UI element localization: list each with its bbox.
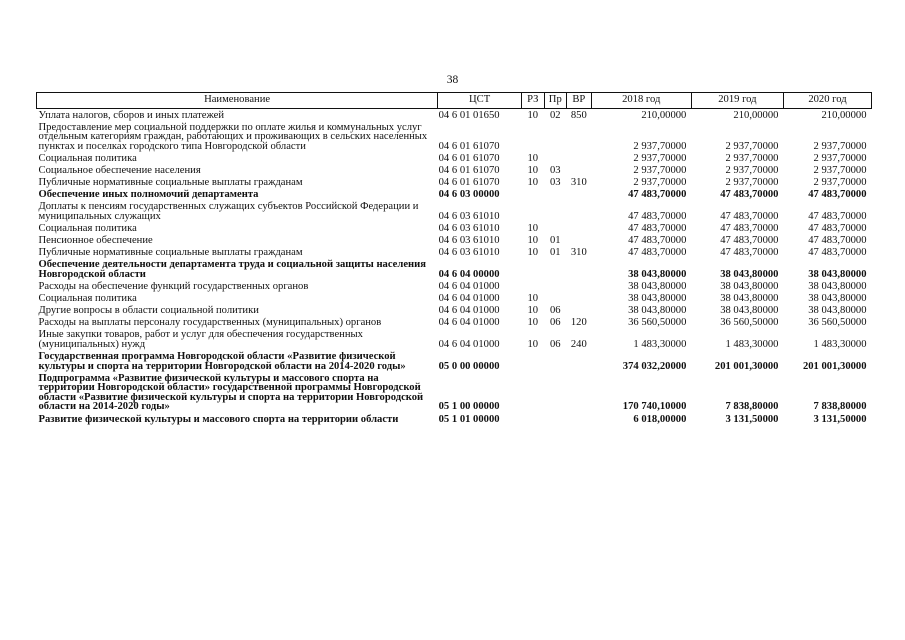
row-name: Государственная программа Новгородской области «Развитие физической культуры и спорта на территории Новгородской области на 2014-2020 годы» (38, 350, 406, 372)
row-cst: 04 6 04 01000 (438, 338, 500, 350)
row-value-2018: 47 483,70000 (628, 189, 687, 201)
row-value-2020: 36 560,50000 (808, 317, 867, 329)
row-value-2018: 38 043,80000 (628, 293, 687, 304)
row-value-2020: 2 937,70000 (813, 140, 867, 152)
row-value-2019: 47 483,70000 (720, 189, 779, 201)
row-name: Публичные нормативные социальные выплаты гражданам (38, 247, 303, 259)
row-vr (567, 189, 592, 201)
row-cst: 04 6 01 61070 (438, 152, 500, 164)
row-value-2020: 38 043,80000 (808, 268, 867, 280)
row-vr (567, 121, 592, 152)
row-value-2020: 47 483,70000 (808, 222, 867, 234)
row-pr (544, 372, 567, 413)
row-value-2020: 2 937,70000 (813, 177, 867, 189)
table-row (37, 329, 872, 351)
row-value-2018: 2 937,70000 (633, 164, 687, 176)
row-vr (567, 164, 592, 176)
row-name: Другие вопросы в области социальной политики (38, 305, 259, 317)
row-vr (567, 293, 592, 305)
row-value-2018: 1 483,30000 (633, 338, 687, 350)
row-value-2018: 47 483,70000 (628, 210, 687, 222)
row-cst: 04 6 01 61070 (438, 177, 500, 189)
row-vr (567, 372, 592, 413)
row-value-2019: 2 937,70000 (725, 152, 779, 164)
row-value-2020: 2 937,70000 (813, 164, 867, 176)
row-pr (544, 121, 567, 152)
row-value-2019: 3 131,50000 (725, 413, 779, 425)
table-row (37, 280, 872, 292)
row-name: Подпрограмма «Развитие физической культуры и массового спорта на территории Новгородской области» государственной программы Новгородской области «Развитие физической культуры и спорта на территории Новгородской области на 2014-2020 годы» (38, 372, 424, 413)
row-cst: 04 6 03 61010 (438, 210, 500, 222)
row-name: Расходы на выплаты персоналу государственных (муниципальных) органов (38, 317, 382, 329)
row-value-2020: 1 483,30000 (813, 338, 867, 350)
row-vr (567, 280, 592, 292)
row-vr: 850 (570, 109, 587, 121)
row-vr (567, 350, 592, 372)
row-value-2020: 38 043,80000 (808, 293, 867, 304)
row-vr (567, 235, 592, 247)
row-rz (522, 201, 545, 223)
table-row (37, 317, 872, 329)
row-value-2018: 374 032,20000 (622, 360, 687, 372)
header-2020: 2020 год (783, 93, 871, 109)
row-pr (544, 222, 567, 234)
table-row (37, 177, 872, 189)
row-cst: 04 6 04 01000 (438, 305, 500, 317)
row-value-2018: 47 483,70000 (628, 235, 687, 247)
row-value-2020: 201 001,30000 (802, 360, 867, 372)
table-body (37, 109, 872, 426)
row-value-2019: 47 483,70000 (720, 235, 779, 247)
header-row (37, 93, 872, 109)
row-name: Расходы на обеспечение функций государственных органов (38, 280, 309, 292)
row-value-2020: 3 131,50000 (813, 413, 867, 425)
row-value-2018: 38 043,80000 (628, 305, 687, 317)
header-vr: ВР (567, 93, 592, 109)
row-value-2020: 47 483,70000 (808, 247, 867, 259)
row-value-2020: 7 838,80000 (813, 401, 867, 413)
row-value-2019: 47 483,70000 (720, 210, 779, 222)
row-cst: 04 6 03 61010 (438, 235, 500, 247)
row-value-2019: 2 937,70000 (725, 164, 779, 176)
row-value-2018: 6 018,00000 (633, 413, 687, 425)
row-name: Публичные нормативные социальные выплаты гражданам (38, 177, 303, 189)
row-pr (544, 350, 567, 372)
row-cst: 04 6 04 01000 (438, 293, 500, 304)
row-vr (567, 201, 592, 223)
row-rz (522, 413, 545, 425)
row-pr: 03 (549, 164, 561, 176)
row-value-2019: 1 483,30000 (725, 338, 779, 350)
table-row (37, 259, 872, 281)
row-cst: 05 1 01 00000 (438, 413, 500, 425)
row-value-2020: 2 937,70000 (813, 152, 867, 164)
row-value-2019: 47 483,70000 (720, 222, 779, 234)
header-2018: 2018 год (591, 93, 691, 109)
row-value-2020: 38 043,80000 (808, 280, 867, 292)
row-vr: 310 (570, 247, 587, 259)
row-value-2018: 47 483,70000 (628, 247, 687, 259)
row-pr: 06 (549, 317, 561, 329)
table-header (37, 93, 872, 109)
row-rz: 10 (527, 222, 539, 234)
row-vr (567, 413, 592, 425)
row-value-2018: 2 937,70000 (633, 140, 687, 152)
row-vr (567, 305, 592, 317)
row-rz: 10 (527, 247, 539, 259)
row-value-2020: 38 043,80000 (808, 305, 867, 317)
row-rz: 10 (527, 305, 539, 317)
row-name: Социальная политика (38, 293, 137, 304)
row-pr: 01 (549, 247, 561, 259)
table-row (37, 372, 872, 413)
row-pr (544, 413, 567, 425)
row-rz (522, 350, 545, 372)
row-pr: 01 (549, 235, 561, 247)
row-cst: 04 6 04 01000 (438, 280, 500, 292)
row-name: Уплата налогов, сборов и иных платежей (38, 109, 225, 121)
table-row (37, 235, 872, 247)
row-value-2019: 38 043,80000 (720, 268, 779, 280)
row-value-2020: 47 483,70000 (808, 235, 867, 247)
header-2019: 2019 год (691, 93, 783, 109)
budget-table (36, 92, 872, 425)
header-name: Наименование (37, 93, 438, 109)
row-value-2018: 38 043,80000 (628, 268, 687, 280)
row-name: Обеспечение иных полномочий департамента (38, 189, 259, 201)
table-row (37, 201, 872, 223)
row-pr (544, 293, 567, 305)
header-cst: ЦСТ (438, 93, 522, 109)
row-pr (544, 280, 567, 292)
row-rz (522, 280, 545, 292)
row-pr: 03 (549, 177, 561, 189)
row-name: Доплаты к пенсиям государственных служащих субъектов Российской Федерации и муниципальных служащих (38, 201, 419, 222)
table-row (37, 413, 872, 425)
row-vr (567, 152, 592, 164)
row-vr: 120 (570, 317, 587, 329)
page-number: 38 (446, 74, 459, 86)
table-row (37, 247, 872, 259)
row-value-2018: 170 740,10000 (622, 401, 687, 413)
table-row (37, 164, 872, 176)
row-vr (567, 259, 592, 281)
row-cst: 04 6 04 01000 (438, 317, 500, 329)
table-row (37, 189, 872, 201)
row-value-2019: 38 043,80000 (720, 305, 779, 317)
row-cst: 04 6 01 01650 (438, 109, 500, 121)
row-pr: 06 (549, 338, 561, 350)
row-cst: 04 6 03 61010 (438, 247, 500, 259)
row-cst: 05 1 00 00000 (438, 401, 500, 413)
row-pr (544, 189, 567, 201)
row-value-2020: 47 483,70000 (808, 210, 867, 222)
table-row (37, 350, 872, 372)
row-rz: 10 (527, 164, 539, 176)
row-rz: 10 (527, 177, 539, 189)
row-name: Предоставление мер социальной поддержки по оплате жилья и коммунальных услуг отдельным категориям граждан, работающих и проживающих в сельских населенных пунктах и поселках городского типа Новгородской области (38, 121, 428, 152)
row-pr (544, 152, 567, 164)
row-value-2018: 2 937,70000 (633, 152, 687, 164)
row-value-2018: 210,00000 (641, 109, 687, 121)
header-pr: Пр (544, 93, 567, 109)
table-row (37, 222, 872, 234)
row-vr (567, 222, 592, 234)
row-value-2019: 36 560,50000 (720, 317, 779, 329)
row-rz: 10 (527, 338, 539, 350)
row-value-2019: 210,00000 (733, 109, 779, 121)
row-pr: 06 (549, 305, 561, 317)
row-pr (544, 259, 567, 281)
row-cst: 04 6 01 61070 (438, 164, 500, 176)
row-value-2019: 38 043,80000 (720, 293, 779, 304)
table-row (37, 121, 872, 152)
row-value-2020: 47 483,70000 (808, 189, 867, 201)
row-value-2019: 2 937,70000 (725, 177, 779, 189)
row-value-2018: 38 043,80000 (628, 280, 687, 292)
row-value-2018: 36 560,50000 (628, 317, 687, 329)
row-cst: 04 6 01 61070 (438, 140, 500, 152)
header-rz: РЗ (522, 93, 545, 109)
row-value-2019: 201 001,30000 (714, 360, 779, 372)
row-rz (522, 189, 545, 201)
row-cst: 05 0 00 00000 (438, 360, 500, 372)
table-row (37, 293, 872, 305)
row-cst: 04 6 04 00000 (438, 268, 500, 280)
row-value-2019: 2 937,70000 (725, 140, 779, 152)
row-value-2019: 47 483,70000 (720, 247, 779, 259)
row-rz (522, 121, 545, 152)
row-name: Обеспечение деятельности департамента труда и социальной защиты населения Новгородской области (38, 259, 426, 280)
row-name: Социальная политика (38, 222, 137, 234)
row-value-2019: 7 838,80000 (725, 401, 779, 413)
row-name: Иные закупки товаров, работ и услуг для обеспечения государственных (муниципальных) нужд (38, 329, 363, 350)
row-name: Пенсионное обеспечение (38, 235, 153, 247)
table-row (37, 109, 872, 122)
table-row (37, 152, 872, 164)
row-vr: 310 (570, 177, 587, 189)
row-rz: 10 (527, 235, 539, 247)
table-row (37, 305, 872, 317)
row-value-2020: 210,00000 (821, 109, 867, 121)
row-name: Социальная политика (38, 152, 137, 164)
row-rz (522, 259, 545, 281)
row-rz: 10 (527, 293, 539, 304)
row-rz: 10 (527, 152, 539, 164)
row-value-2018: 2 937,70000 (633, 177, 687, 189)
row-pr: 02 (549, 109, 561, 121)
row-vr: 240 (570, 338, 587, 350)
row-rz: 10 (527, 317, 539, 329)
row-rz (522, 372, 545, 413)
row-name: Развитие физической культуры и массового спорта на территории области (38, 413, 399, 425)
row-value-2018: 47 483,70000 (628, 222, 687, 234)
row-pr (544, 201, 567, 223)
row-cst: 04 6 03 00000 (438, 189, 500, 201)
row-value-2019: 38 043,80000 (720, 280, 779, 292)
row-rz: 10 (527, 109, 539, 121)
row-cst: 04 6 03 61010 (438, 222, 500, 234)
row-name: Социальное обеспечение населения (38, 164, 201, 176)
